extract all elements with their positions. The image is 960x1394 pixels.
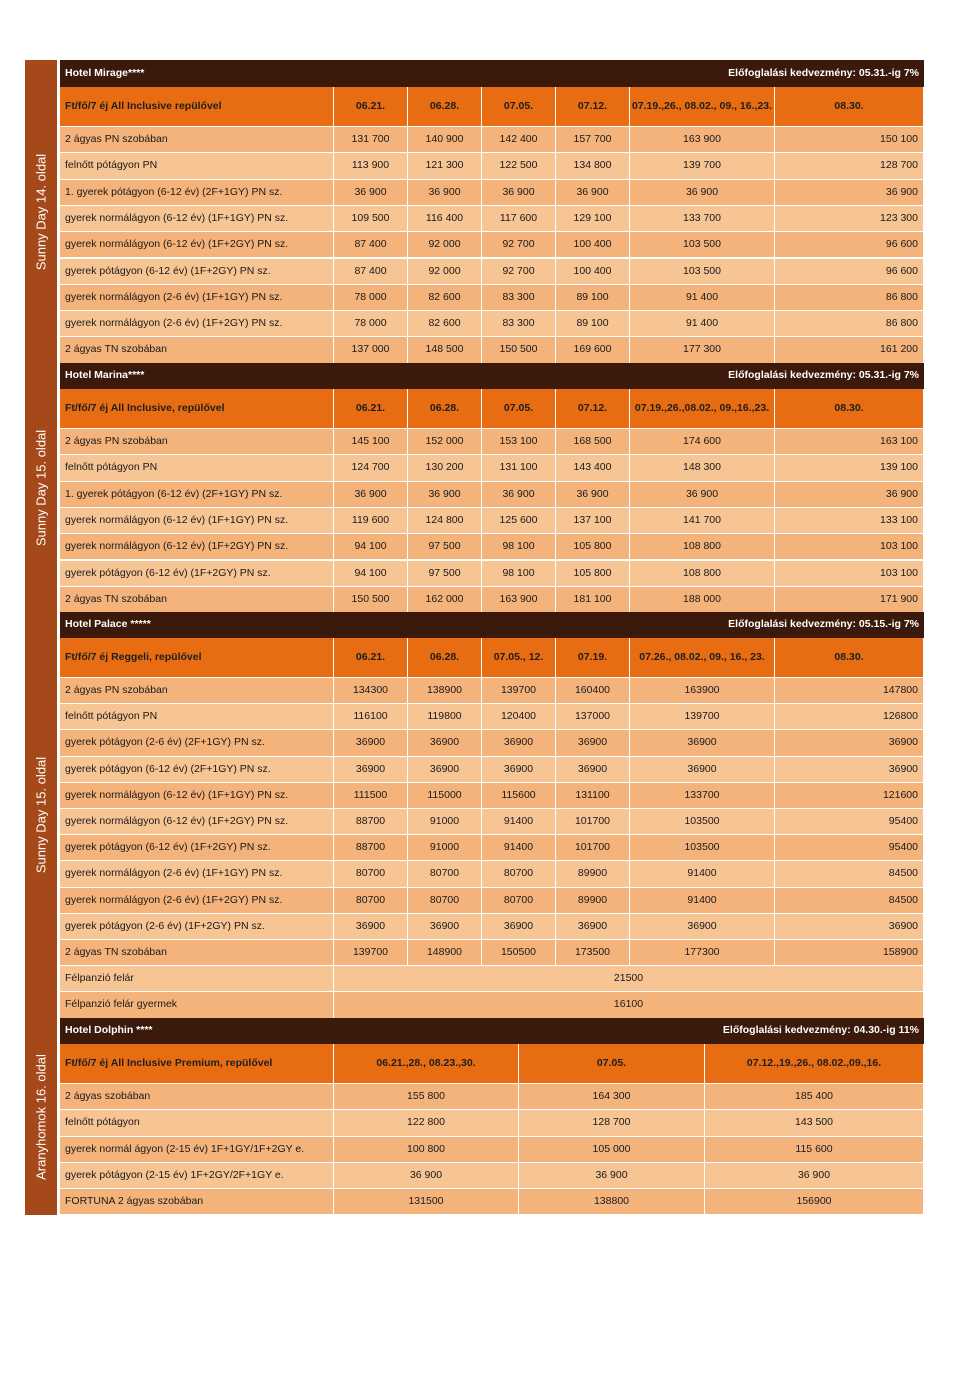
price-cell: 98 100 xyxy=(482,561,556,587)
price-cell: 36 900 xyxy=(705,1163,924,1189)
row-label: 2 ágyas TN szobában xyxy=(60,587,334,613)
price-cell: 80700 xyxy=(482,861,556,887)
price-cell: 108 800 xyxy=(630,561,775,587)
table-row xyxy=(60,508,924,534)
price-basis-label: Ft/fő/7 éj All Inclusive Premium, repülővel xyxy=(60,1044,334,1084)
price-cell: 163 900 xyxy=(630,127,775,153)
price-cell: 119800 xyxy=(408,704,482,730)
price-cell: 36 900 xyxy=(482,180,556,206)
table-row xyxy=(60,153,924,179)
price-cell: 91 400 xyxy=(630,285,775,311)
price-cell: 141 700 xyxy=(630,508,775,534)
price-cell: 36 900 xyxy=(556,482,630,508)
row-label: gyerek normálágyon (6-12 év) (1F+1GY) PN sz. xyxy=(60,206,334,232)
table-row xyxy=(60,534,924,560)
price-cell: 139700 xyxy=(334,940,408,966)
price-cell: 164 300 xyxy=(519,1084,705,1110)
hotel-name: Hotel Marina**** xyxy=(65,369,145,382)
price-cell: 36900 xyxy=(630,757,775,783)
date-column-header: 08.30. xyxy=(775,389,924,429)
table-row xyxy=(60,206,924,232)
price-cell: 157 700 xyxy=(556,127,630,153)
price-cell: 185 400 xyxy=(705,1084,924,1110)
price-cell: 80700 xyxy=(408,888,482,914)
row-label: 1. gyerek pótágyon (6-12 év) (2F+1GY) PN sz. xyxy=(60,482,334,508)
price-cell: 168 500 xyxy=(556,429,630,455)
price-cell: 103 100 xyxy=(775,561,924,587)
price-cell: 36900 xyxy=(408,757,482,783)
hotel-header xyxy=(60,363,924,389)
row-label: Félpanzió felár gyermek xyxy=(60,992,334,1018)
price-cell: 91400 xyxy=(482,809,556,835)
table-row xyxy=(60,757,924,783)
table-row xyxy=(60,1110,924,1136)
price-cell: 138800 xyxy=(519,1189,705,1215)
row-label: gyerek normál ágyon (2-15 év) 1F+1GY/1F+2GY e. xyxy=(60,1137,334,1163)
price-cell: 80700 xyxy=(334,888,408,914)
price-cell: 36 900 xyxy=(630,180,775,206)
price-cell: 36 900 xyxy=(519,1163,705,1189)
price-cell: 105 800 xyxy=(556,561,630,587)
price-cell: 139700 xyxy=(630,704,775,730)
price-cell: 36900 xyxy=(556,757,630,783)
date-column-header: 07.05. xyxy=(482,389,556,429)
price-cell: 36 900 xyxy=(334,180,408,206)
price-cell: 115600 xyxy=(482,783,556,809)
price-cell: 36900 xyxy=(482,757,556,783)
date-column-header: 08.30. xyxy=(775,87,924,127)
price-cell: 84500 xyxy=(775,888,924,914)
price-cell: 123 300 xyxy=(775,206,924,232)
price-cell: 36900 xyxy=(556,914,630,940)
surcharge-row xyxy=(60,966,924,992)
table-row xyxy=(60,482,924,508)
price-cell: 103 100 xyxy=(775,534,924,560)
date-column-header: 07.12. xyxy=(556,389,630,429)
row-label: gyerek normálágyon (2-6 év) (1F+1GY) PN sz. xyxy=(60,861,334,887)
row-label: 2 ágyas PN szobában xyxy=(60,429,334,455)
table-row xyxy=(60,285,924,311)
price-cell: 86 800 xyxy=(775,285,924,311)
price-cell: 137000 xyxy=(556,704,630,730)
table-row xyxy=(60,940,924,966)
table-row xyxy=(60,587,924,613)
date-column-header: 07.12. xyxy=(556,87,630,127)
table-row xyxy=(60,888,924,914)
row-label: felnőtt pótágyon xyxy=(60,1110,334,1136)
row-label: gyerek normálágyon (2-6 év) (1F+2GY) PN sz. xyxy=(60,888,334,914)
price-cell: 98 100 xyxy=(482,534,556,560)
price-cell: 36 900 xyxy=(630,482,775,508)
price-cell: 181 100 xyxy=(556,587,630,613)
row-label: gyerek normálágyon (6-12 év) (1F+2GY) PN sz. xyxy=(60,809,334,835)
table-row xyxy=(60,259,924,285)
row-label: gyerek normálágyon (6-12 év) (1F+1GY) PN sz. xyxy=(60,783,334,809)
price-cell: 101700 xyxy=(556,835,630,861)
price-cell: 169 600 xyxy=(556,337,630,363)
hotel-name: Hotel Mirage**** xyxy=(65,66,145,79)
surcharge-row xyxy=(60,992,924,1018)
price-cell: 162 000 xyxy=(408,587,482,613)
price-cell: 116 400 xyxy=(408,206,482,232)
price-cell: 36 900 xyxy=(482,482,556,508)
price-cell: 36900 xyxy=(408,914,482,940)
side-label-palace: Sunny Day 15. oldal xyxy=(25,612,59,1018)
price-cell: 96 600 xyxy=(775,259,924,285)
date-column-header: 06.28. xyxy=(408,87,482,127)
price-basis-label: Ft/fő/7 éj All Inclusive repülővel xyxy=(60,87,334,127)
row-label: gyerek pótágyon (2-6 év) (1F+2GY) PN sz. xyxy=(60,914,334,940)
row-label: gyerek normálágyon (6-12 év) (1F+2GY) PN sz. xyxy=(60,232,334,258)
page-margin xyxy=(0,0,26,1394)
hotel-header xyxy=(60,612,924,638)
hotel-header xyxy=(60,1018,924,1044)
price-cell: 150 500 xyxy=(334,587,408,613)
price-cell: 36 900 xyxy=(775,482,924,508)
price-cell: 177300 xyxy=(630,940,775,966)
price-cell: 139 700 xyxy=(630,153,775,179)
date-column-header: 06.28. xyxy=(408,389,482,429)
price-cell: 103 500 xyxy=(630,232,775,258)
price-cell: 115 600 xyxy=(705,1137,924,1163)
row-label: gyerek pótágyon (6-12 év) (2F+1GY) PN sz. xyxy=(60,757,334,783)
price-cell: 105 000 xyxy=(519,1137,705,1163)
price-cell: 124 800 xyxy=(408,508,482,534)
date-column-header: 06.21. xyxy=(334,638,408,678)
price-cell: 89900 xyxy=(556,861,630,887)
row-label: gyerek normálágyon (6-12 év) (1F+1GY) PN sz. xyxy=(60,508,334,534)
price-cell: 91000 xyxy=(408,835,482,861)
price-cell: 36900 xyxy=(334,914,408,940)
table-row xyxy=(60,180,924,206)
table-row xyxy=(60,1084,924,1110)
price-cell: 36900 xyxy=(775,914,924,940)
price-cell: 91400 xyxy=(630,888,775,914)
table-row xyxy=(60,127,924,153)
price-cell: 78 000 xyxy=(334,311,408,337)
price-cell: 36 900 xyxy=(408,482,482,508)
price-cell: 105 800 xyxy=(556,534,630,560)
price-cell: 125 600 xyxy=(482,508,556,534)
date-column-header: 06.21. xyxy=(334,87,408,127)
price-cell: 137 000 xyxy=(334,337,408,363)
price-cell: 96 600 xyxy=(775,232,924,258)
row-label: 2 ágyas TN szobában xyxy=(60,337,334,363)
row-label: FORTUNA 2 ágyas szobában xyxy=(60,1189,334,1215)
price-cell: 143 400 xyxy=(556,455,630,481)
price-basis-label: Ft/fő/7 éj Reggeli, repülővel xyxy=(60,638,334,678)
price-cell: 142 400 xyxy=(482,127,556,153)
price-basis-label: Ft/fő/7 éj All Inclusive, repülővel xyxy=(60,389,334,429)
price-cell: 97 500 xyxy=(408,561,482,587)
date-column-header: 06.21. xyxy=(334,389,408,429)
price-cell: 36900 xyxy=(775,757,924,783)
price-cell: 152 000 xyxy=(408,429,482,455)
price-cell: 148 500 xyxy=(408,337,482,363)
price-cell: 36900 xyxy=(630,914,775,940)
price-cell: 109 500 xyxy=(334,206,408,232)
price-cell: 148900 xyxy=(408,940,482,966)
price-cell: 122 500 xyxy=(482,153,556,179)
date-column-header: 07.05. xyxy=(482,87,556,127)
table-row xyxy=(60,730,924,756)
price-cell: 128 700 xyxy=(775,153,924,179)
price-cell: 36900 xyxy=(482,914,556,940)
table-row xyxy=(60,1137,924,1163)
price-cell: 86 800 xyxy=(775,311,924,337)
price-cell: 36900 xyxy=(408,730,482,756)
price-cell: 89900 xyxy=(556,888,630,914)
price-cell: 108 800 xyxy=(630,534,775,560)
date-column-header: 06.28. xyxy=(408,638,482,678)
row-label: gyerek pótágyon (6-12 év) (1F+2GY) PN sz. xyxy=(60,259,334,285)
discount-text: Előfoglalási kedvezmény: 05.31.-ig 7% xyxy=(728,369,919,382)
price-cell: 119 600 xyxy=(334,508,408,534)
price-cell: 174 600 xyxy=(630,429,775,455)
price-cell: 160400 xyxy=(556,678,630,704)
price-cell: 95400 xyxy=(775,809,924,835)
table-row xyxy=(60,337,924,363)
price-cell: 148 300 xyxy=(630,455,775,481)
column-header-row xyxy=(60,1044,924,1084)
price-cell: 131 100 xyxy=(482,455,556,481)
row-label: Félpanzió felár xyxy=(60,966,334,992)
price-cell: 116100 xyxy=(334,704,408,730)
price-cell: 173500 xyxy=(556,940,630,966)
price-cell: 91400 xyxy=(630,861,775,887)
date-column-header: 07.05., 12. xyxy=(482,638,556,678)
price-cell: 94 100 xyxy=(334,534,408,560)
table-row xyxy=(60,1163,924,1189)
table-row xyxy=(60,704,924,730)
price-cell: 138900 xyxy=(408,678,482,704)
price-cell: 145 100 xyxy=(334,429,408,455)
price-cell: 113 900 xyxy=(334,153,408,179)
column-header-row xyxy=(60,638,924,678)
price-cell: 155 800 xyxy=(334,1084,519,1110)
price-cell: 161 200 xyxy=(775,337,924,363)
date-column-header: 07.19.,26., 08.02., 09., 16.,23. xyxy=(630,87,775,127)
price-cell: 156900 xyxy=(705,1189,924,1215)
price-cell: 78 000 xyxy=(334,285,408,311)
price-cell: 139 100 xyxy=(775,455,924,481)
price-cell: 91 400 xyxy=(630,311,775,337)
price-cell: 95400 xyxy=(775,835,924,861)
table-row xyxy=(60,678,924,704)
price-cell: 36 900 xyxy=(556,180,630,206)
date-column-header: 07.05. xyxy=(519,1044,705,1084)
price-cell: 82 600 xyxy=(408,311,482,337)
table-row xyxy=(60,232,924,258)
date-column-header: 08.30. xyxy=(775,638,924,678)
side-label-dolphin: Aranyhomok 16. oldal xyxy=(25,1018,59,1215)
table-row xyxy=(60,455,924,481)
row-label: gyerek normálágyon (6-12 év) (1F+2GY) PN sz. xyxy=(60,534,334,560)
price-cell: 133 700 xyxy=(630,206,775,232)
price-cell: 163 900 xyxy=(482,587,556,613)
surcharge-value: 21500 xyxy=(334,966,924,992)
price-cell: 188 000 xyxy=(630,587,775,613)
price-cell: 177 300 xyxy=(630,337,775,363)
price-cell: 139700 xyxy=(482,678,556,704)
row-label: gyerek pótágyon (2-15 év) 1F+2GY/2F+1GY e. xyxy=(60,1163,334,1189)
price-cell: 131100 xyxy=(556,783,630,809)
price-cell: 80700 xyxy=(408,861,482,887)
price-cell: 89 100 xyxy=(556,285,630,311)
price-cell: 117 600 xyxy=(482,206,556,232)
row-label: gyerek pótágyon (6-12 év) (1F+2GY) PN sz. xyxy=(60,835,334,861)
row-label: felnőtt pótágyon PN xyxy=(60,153,334,179)
date-column-header: 07.19. xyxy=(556,638,630,678)
price-cell: 129 100 xyxy=(556,206,630,232)
price-cell: 100 800 xyxy=(334,1137,519,1163)
hotel-header xyxy=(60,60,924,87)
price-cell: 115000 xyxy=(408,783,482,809)
price-cell: 87 400 xyxy=(334,232,408,258)
price-cell: 88700 xyxy=(334,835,408,861)
price-cell: 36900 xyxy=(334,730,408,756)
price-cell: 36 900 xyxy=(775,180,924,206)
table-row xyxy=(60,809,924,835)
price-cell: 92 700 xyxy=(482,259,556,285)
date-column-header: 07.26., 08.02., 09., 16., 23. xyxy=(630,638,775,678)
price-cell: 131500 xyxy=(334,1189,519,1215)
price-cell: 133 100 xyxy=(775,508,924,534)
row-label: felnőtt pótágyon PN xyxy=(60,704,334,730)
hotel-name: Hotel Palace ***** xyxy=(65,618,151,631)
price-cell: 128 700 xyxy=(519,1110,705,1136)
price-cell: 150 100 xyxy=(775,127,924,153)
price-cell: 126800 xyxy=(775,704,924,730)
table-row xyxy=(60,835,924,861)
price-cell: 133700 xyxy=(630,783,775,809)
price-cell: 83 300 xyxy=(482,285,556,311)
price-cell: 36900 xyxy=(334,757,408,783)
price-cell: 36900 xyxy=(630,730,775,756)
table-row xyxy=(60,1189,924,1215)
table-row xyxy=(60,783,924,809)
table-row xyxy=(60,311,924,337)
price-cell: 163900 xyxy=(630,678,775,704)
price-cell: 130 200 xyxy=(408,455,482,481)
price-cell: 134 800 xyxy=(556,153,630,179)
row-label: gyerek normálágyon (2-6 év) (1F+2GY) PN sz. xyxy=(60,311,334,337)
price-cell: 111500 xyxy=(334,783,408,809)
price-cell: 80700 xyxy=(334,861,408,887)
price-cell: 100 400 xyxy=(556,232,630,258)
price-cell: 80700 xyxy=(482,888,556,914)
price-cell: 103 500 xyxy=(630,259,775,285)
table-row xyxy=(60,861,924,887)
price-cell: 153 100 xyxy=(482,429,556,455)
row-label: gyerek normálágyon (2-6 év) (1F+1GY) PN sz. xyxy=(60,285,334,311)
price-cell: 88700 xyxy=(334,809,408,835)
discount-text: Előfoglalási kedvezmény: 05.15.-ig 7% xyxy=(728,618,919,631)
price-cell: 100 400 xyxy=(556,259,630,285)
table-row xyxy=(60,914,924,940)
price-cell: 121 300 xyxy=(408,153,482,179)
side-label-mirage: Sunny Day 14. oldal xyxy=(25,60,59,363)
price-cell: 36 900 xyxy=(408,180,482,206)
row-label: 2 ágyas PN szobában xyxy=(60,127,334,153)
price-cell: 103500 xyxy=(630,835,775,861)
date-column-header: 06.21.,28., 08.23.,30. xyxy=(334,1044,519,1084)
price-cell: 36 900 xyxy=(334,1163,519,1189)
price-cell: 101700 xyxy=(556,809,630,835)
price-cell: 36 900 xyxy=(334,482,408,508)
price-cell: 84500 xyxy=(775,861,924,887)
row-label: 2 ágyas PN szobában xyxy=(60,678,334,704)
discount-text: Előfoglalási kedvezmény: 04.30.-ig 11% xyxy=(722,1024,919,1037)
price-cell: 134300 xyxy=(334,678,408,704)
price-cell: 91000 xyxy=(408,809,482,835)
price-cell: 92 000 xyxy=(408,232,482,258)
row-label: 2 ágyas TN szobában xyxy=(60,940,334,966)
price-cell: 83 300 xyxy=(482,311,556,337)
price-cell: 97 500 xyxy=(408,534,482,560)
row-label: 2 ágyas szobában xyxy=(60,1084,334,1110)
row-label: gyerek pótágyon (6-12 év) (1F+2GY) PN sz. xyxy=(60,561,334,587)
price-cell: 163 100 xyxy=(775,429,924,455)
price-cell: 124 700 xyxy=(334,455,408,481)
price-cell: 91400 xyxy=(482,835,556,861)
price-cell: 121600 xyxy=(775,783,924,809)
date-column-header: 07.19.,26.,08.02., 09.,16.,23. xyxy=(630,389,775,429)
hotel-name: Hotel Dolphin **** xyxy=(65,1024,153,1037)
price-cell: 103500 xyxy=(630,809,775,835)
price-cell: 158900 xyxy=(775,940,924,966)
discount-text: Előfoglalási kedvezmény: 05.31.-ig 7% xyxy=(728,66,919,79)
date-column-header: 07.12.,19.,26., 08.02.,09.,16. xyxy=(705,1044,924,1084)
row-label: 1. gyerek pótágyon (6-12 év) (2F+1GY) PN sz. xyxy=(60,180,334,206)
price-cell: 147800 xyxy=(775,678,924,704)
price-cell: 143 500 xyxy=(705,1110,924,1136)
price-cell: 92 700 xyxy=(482,232,556,258)
price-cell: 92 000 xyxy=(408,259,482,285)
row-label: felnőtt pótágyon PN xyxy=(60,455,334,481)
price-cell: 120400 xyxy=(482,704,556,730)
price-cell: 36900 xyxy=(482,730,556,756)
column-header-row xyxy=(60,87,924,127)
price-cell: 140 900 xyxy=(408,127,482,153)
price-cell: 122 800 xyxy=(334,1110,519,1136)
price-cell: 87 400 xyxy=(334,259,408,285)
table-row xyxy=(60,429,924,455)
price-cell: 94 100 xyxy=(334,561,408,587)
price-cell: 150 500 xyxy=(482,337,556,363)
column-header-row xyxy=(60,389,924,429)
price-cell: 131 700 xyxy=(334,127,408,153)
price-cell: 36900 xyxy=(556,730,630,756)
table-row xyxy=(60,561,924,587)
price-cell: 171 900 xyxy=(775,587,924,613)
row-label: gyerek pótágyon (2-6 év) (2F+1GY) PN sz. xyxy=(60,730,334,756)
price-cell: 137 100 xyxy=(556,508,630,534)
price-cell: 82 600 xyxy=(408,285,482,311)
price-cell: 36900 xyxy=(775,730,924,756)
price-cell: 89 100 xyxy=(556,311,630,337)
side-label-marina: Sunny Day 15. oldal xyxy=(25,363,59,612)
price-cell: 150500 xyxy=(482,940,556,966)
surcharge-value: 16100 xyxy=(334,992,924,1018)
